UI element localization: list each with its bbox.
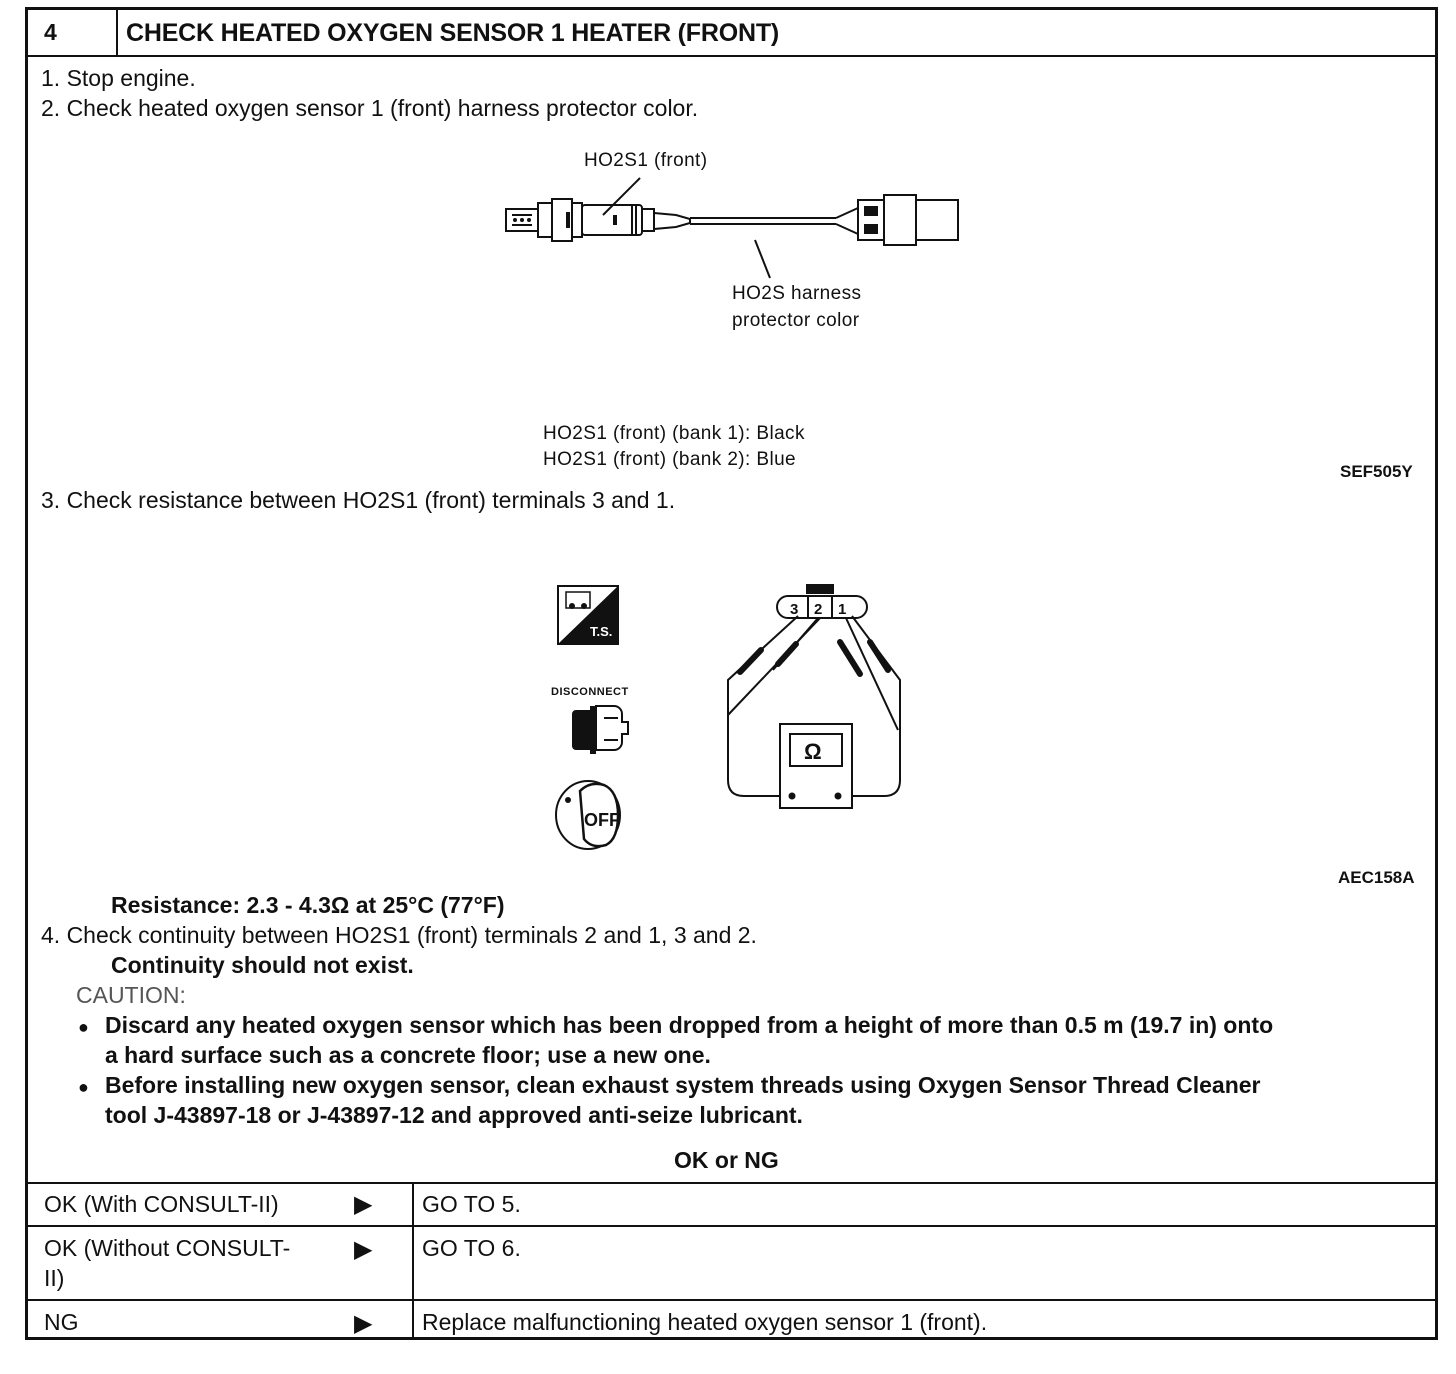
result-action: Replace malfunctioning heated oxygen sensor 1 (front). <box>422 1309 988 1335</box>
figure1-code: SEF505Y <box>1340 462 1413 481</box>
harness-label-line2: protector color <box>732 310 860 331</box>
resistance-figure <box>28 10 1435 910</box>
ts-label: T.S. <box>590 624 613 639</box>
instruction-4: 4. Check continuity between HO2S1 (front) terminals 2 and 1, 3 and 2. <box>41 922 757 948</box>
bank2-color: HO2S1 (front) (bank 2): Blue <box>543 449 797 470</box>
result-arrow: ▶ <box>354 1236 373 1263</box>
caution-heading: CAUTION: <box>76 982 186 1008</box>
instruction-1: 1. Stop engine. <box>41 65 196 91</box>
result-arrow: ▶ <box>354 1191 373 1218</box>
result-heading: OK or NG <box>674 1147 779 1173</box>
result-action: GO TO 5. <box>422 1191 521 1217</box>
result-condition: OK (With CONSULT-II) <box>44 1191 279 1217</box>
caution-bullet-1-line1: Discard any heated oxygen sensor which has been dropped from a height of more than 0.5 m (19.7 in) onto <box>105 1012 1274 1038</box>
terminal-2: 2 <box>814 601 823 618</box>
figure2-code: AEC158A <box>1338 868 1415 887</box>
result-row <box>28 1301 1435 1345</box>
off-label: OFF <box>584 810 620 830</box>
connector-terminals <box>777 584 867 618</box>
result-row <box>28 1227 1435 1301</box>
result-condition: NG <box>44 1309 79 1335</box>
ohm-symbol: Ω <box>804 739 822 764</box>
disconnect-symbol <box>551 686 629 754</box>
result-condition-cont: II) <box>44 1265 65 1291</box>
harness-label-line1: HO2S harness <box>732 283 862 304</box>
terminal-1: 1 <box>838 601 847 618</box>
result-table <box>28 1182 1435 1337</box>
caution-bullet-1-line2: a hard surface such as a concrete floor; use a new one. <box>105 1042 711 1068</box>
instruction-2: 2. Check heated oxygen sensor 1 (front) harness protector color. <box>41 95 699 121</box>
ohmmeter <box>780 724 852 808</box>
caution-bullet-2-line2: tool J-43897-18 or J-43897-12 and approved anti-seize lubricant. <box>105 1102 803 1128</box>
ignition-off-symbol <box>556 781 620 849</box>
continuity-spec: Continuity should not exist. <box>111 952 414 978</box>
instruction-3: 3. Check resistance between HO2S1 (front) terminals 3 and 1. <box>41 487 676 513</box>
result-condition: OK (Without CONSULT- <box>44 1235 291 1261</box>
resistance-spec: Resistance: 2.3 - 4.3Ω at 25°C (77°F) <box>111 892 505 918</box>
result-row <box>28 1184 1435 1227</box>
bullet-dot: ● <box>78 1017 89 1037</box>
result-arrow: ▶ <box>354 1310 373 1337</box>
terminal-3: 3 <box>790 601 799 618</box>
bullet-dot: ● <box>78 1077 89 1097</box>
procedure-step-frame <box>25 7 1438 1340</box>
disconnect-label: DISCONNECT <box>551 686 629 698</box>
ts-symbol <box>558 586 618 644</box>
result-action: GO TO 6. <box>422 1235 521 1261</box>
bank1-color: HO2S1 (front) (bank 1): Black <box>543 423 805 444</box>
step-title: CHECK HEATED OXYGEN SENSOR 1 HEATER (FRONT) <box>126 19 780 47</box>
caution-bullet-2-line1: Before installing new oxygen sensor, clean exhaust system threads using Oxygen Sensor Thread Cleaner <box>105 1072 1261 1098</box>
step-number: 4 <box>28 10 118 55</box>
sensor-label: HO2S1 (front) <box>584 150 708 171</box>
